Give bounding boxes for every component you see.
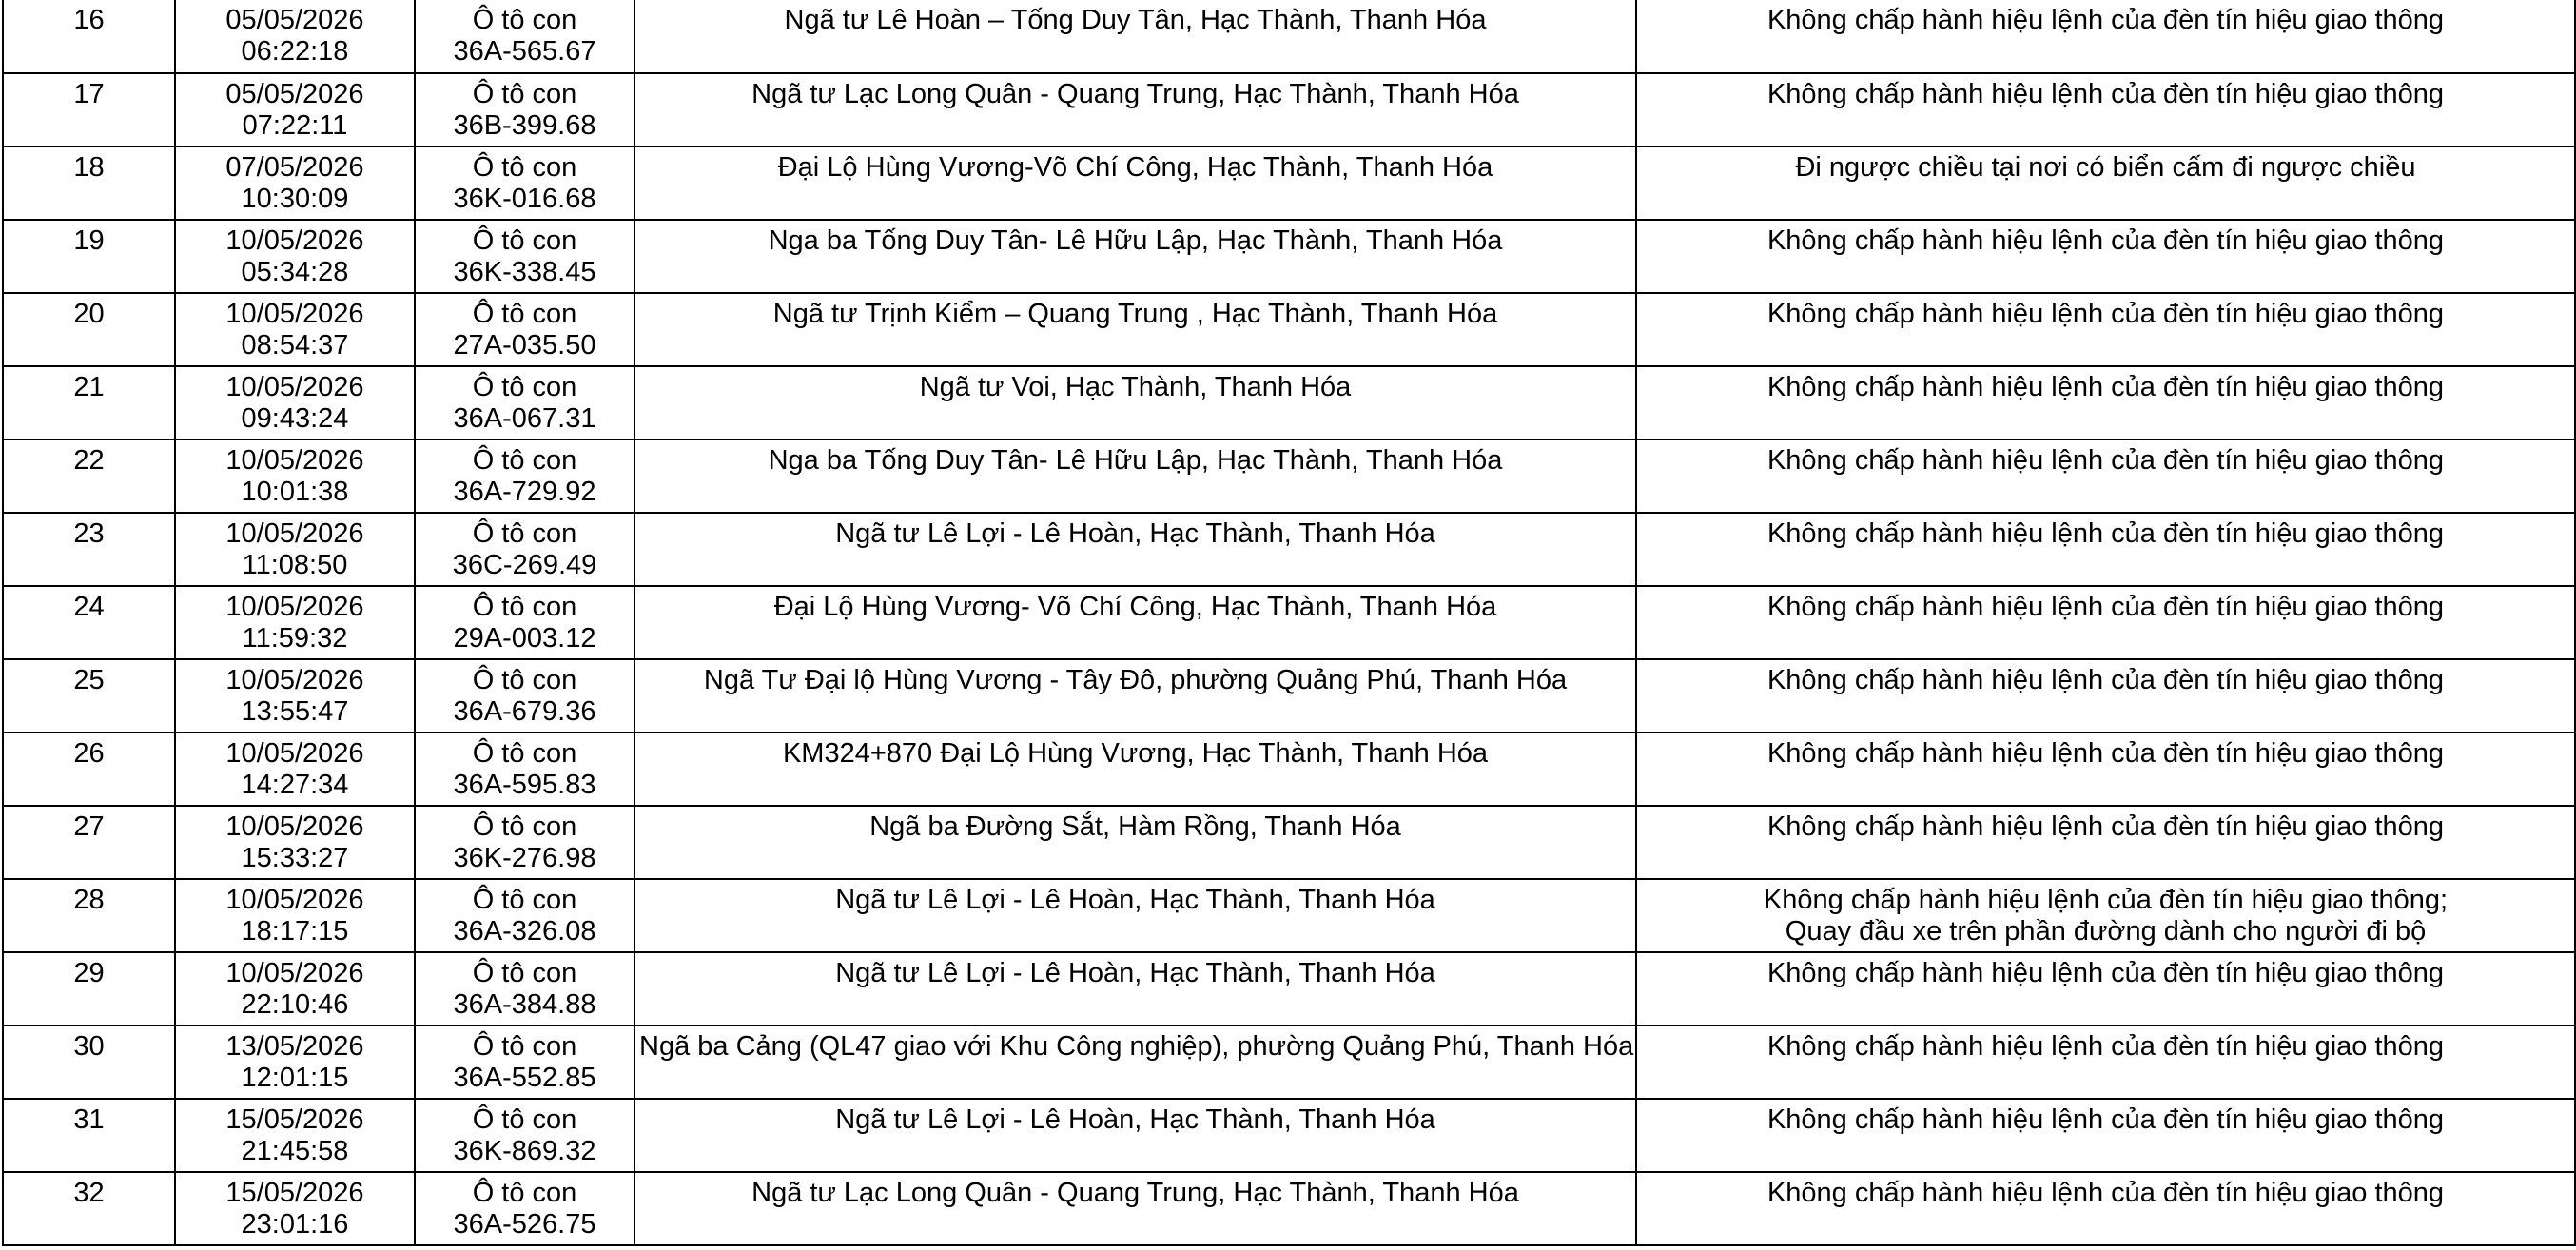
violation-location: Ngã tư Lê Lợi - Lê Hoàn, Hạc Thành, Thanh Hóa xyxy=(835,1104,1435,1135)
stt-cell xyxy=(3,0,175,73)
vehicle-cell xyxy=(415,293,634,366)
violation-time: 12:01:15 xyxy=(241,1063,349,1093)
violation-description: Không chấp hành hiệu lệnh của đèn tín hiệu giao thông xyxy=(1766,225,2445,256)
violation-time: 11:08:50 xyxy=(242,550,348,580)
datetime-cell xyxy=(175,73,415,146)
location-cell xyxy=(634,659,1636,732)
location-cell xyxy=(634,879,1636,952)
violation-description: Không chấp hành hiệu lệnh của đèn tín hiệu giao thông xyxy=(1766,5,2445,35)
violation-location: Ngã tư Lê Hoàn – Tống Duy Tân, Hạc Thành, Thanh Hóa xyxy=(784,5,1487,35)
violation-cell xyxy=(1636,806,2575,879)
stt-cell xyxy=(3,1025,175,1099)
violation-location: KM324+870 Đại Lộ Hùng Vương, Hạc Thành, Thanh Hóa xyxy=(782,738,1489,769)
violation-description: Không chấp hành hiệu lệnh của đèn tín hiệu giao thông xyxy=(1766,299,2445,329)
violation-date: 15/05/2026 xyxy=(225,1178,364,1208)
violation-location: Ngã tư Voi, Hạc Thành, Thanh Hóa xyxy=(919,372,1352,402)
stt-cell xyxy=(3,73,175,146)
location-cell xyxy=(634,439,1636,513)
vehicle-cell xyxy=(415,146,634,220)
row-number: 17 xyxy=(73,79,105,109)
violation-description: Không chấp hành hiệu lệnh của đèn tín hiệu giao thông xyxy=(1766,1104,2445,1135)
license-plate: 36A-729.92 xyxy=(453,477,596,507)
violation-date: 13/05/2026 xyxy=(225,1031,364,1062)
vehicle-type: Ô tô con xyxy=(472,1031,577,1062)
vehicle-cell xyxy=(415,659,634,732)
vehicle-type: Ô tô con xyxy=(472,225,577,256)
vehicle-cell xyxy=(415,513,634,586)
vehicle-cell xyxy=(415,0,634,73)
row-number: 30 xyxy=(73,1031,105,1062)
violation-time: 11:59:32 xyxy=(242,623,348,654)
license-plate: 36K-338.45 xyxy=(453,257,596,287)
location-cell xyxy=(634,952,1636,1025)
row-number: 27 xyxy=(73,811,105,842)
violation-time: 13:55:47 xyxy=(241,696,349,727)
vehicle-type: Ô tô con xyxy=(472,299,577,329)
violation-description: Không chấp hành hiệu lệnh của đèn tín hiệu giao thông xyxy=(1766,738,2445,769)
vehicle-type: Ô tô con xyxy=(472,811,577,842)
violation-date: 15/05/2026 xyxy=(225,1104,364,1135)
violation-time: 08:54:37 xyxy=(241,330,349,361)
stt-cell xyxy=(3,806,175,879)
datetime-cell xyxy=(175,439,415,513)
datetime-cell xyxy=(175,293,415,366)
location-cell xyxy=(634,1099,1636,1172)
license-plate: 29A-003.12 xyxy=(453,623,596,654)
row-number: 32 xyxy=(73,1178,105,1208)
violation-time: 06:22:18 xyxy=(241,36,349,67)
table-body xyxy=(3,0,2575,1245)
vehicle-type: Ô tô con xyxy=(472,1104,577,1135)
violation-time: 15:33:27 xyxy=(241,843,349,873)
violation-location: Đại Lộ Hùng Vương- Võ Chí Công, Hạc Thành, Thanh Hóa xyxy=(773,592,1497,622)
violation-cell xyxy=(1636,732,2575,806)
location-cell xyxy=(634,806,1636,879)
violation-location: Ngã ba Đường Sắt, Hàm Rồng, Thanh Hóa xyxy=(869,811,1401,842)
violation-description: Không chấp hành hiệu lệnh của đèn tín hiệu giao thông xyxy=(1766,79,2445,109)
violation-time: 18:17:15 xyxy=(241,916,349,947)
violation-location: Nga ba Tống Duy Tân- Lê Hữu Lập, Hạc Thành, Thanh Hóa xyxy=(768,445,1503,476)
violation-cell xyxy=(1636,659,2575,732)
violation-location: Ngã tư Lê Lợi - Lê Hoàn, Hạc Thành, Thanh Hóa xyxy=(835,518,1435,549)
violation-time: 10:30:09 xyxy=(241,184,349,214)
vehicle-type: Ô tô con xyxy=(472,152,577,183)
violation-cell xyxy=(1636,366,2575,439)
location-cell xyxy=(634,293,1636,366)
vehicle-type: Ô tô con xyxy=(472,885,577,915)
vehicle-cell xyxy=(415,952,634,1025)
violation-cell xyxy=(1636,1099,2575,1172)
violation-location: Ngã tư Lạc Long Quân - Quang Trung, Hạc Thành, Thanh Hóa xyxy=(751,1178,1519,1208)
datetime-cell xyxy=(175,366,415,439)
vehicle-type: Ô tô con xyxy=(472,5,577,35)
violation-time: 22:10:46 xyxy=(241,989,349,1020)
license-plate: 36A-595.83 xyxy=(453,770,596,800)
row-number: 16 xyxy=(73,5,105,35)
license-plate: 36K-016.68 xyxy=(453,184,596,214)
license-plate: 36K-869.32 xyxy=(453,1136,596,1166)
vehicle-type: Ô tô con xyxy=(472,445,577,476)
violation-date: 10/05/2026 xyxy=(225,445,364,476)
violation-description: Không chấp hành hiệu lệnh của đèn tín hiệu giao thông xyxy=(1766,518,2445,549)
violation-location: Ngã Tư Đại lộ Hùng Vương - Tây Đô, phường Quảng Phú, Thanh Hóa xyxy=(703,665,1568,695)
violation-description: Không chấp hành hiệu lệnh của đèn tín hiệu giao thông xyxy=(1766,665,2445,695)
vehicle-cell xyxy=(415,586,634,659)
violation-time: 10:01:38 xyxy=(241,477,349,507)
table-row xyxy=(3,439,2575,513)
violation-time: 21:45:58 xyxy=(241,1136,349,1166)
violation-date: 10/05/2026 xyxy=(225,811,364,842)
violation-cell xyxy=(1636,73,2575,146)
vehicle-type: Ô tô con xyxy=(472,372,577,402)
license-plate: 36A-384.88 xyxy=(453,989,596,1020)
stt-cell xyxy=(3,952,175,1025)
datetime-cell xyxy=(175,146,415,220)
violation-date: 10/05/2026 xyxy=(225,225,364,256)
license-plate: 36A-565.67 xyxy=(453,36,596,67)
violation-time: 09:43:24 xyxy=(241,403,349,434)
row-number: 28 xyxy=(73,885,105,915)
violation-description: Không chấp hành hiệu lệnh của đèn tín hiệu giao thông xyxy=(1766,1178,2445,1208)
violations-table xyxy=(2,0,2576,1246)
row-number: 25 xyxy=(73,665,105,695)
table-row xyxy=(3,73,2575,146)
table-row xyxy=(3,0,2575,73)
violation-date: 10/05/2026 xyxy=(225,738,364,769)
violation-location: Nga ba Tống Duy Tân- Lê Hữu Lập, Hạc Thành, Thanh Hóa xyxy=(768,225,1503,256)
license-plate: 36A-526.75 xyxy=(453,1209,596,1240)
table-row xyxy=(3,659,2575,732)
row-number: 20 xyxy=(73,299,105,329)
table-row xyxy=(3,293,2575,366)
table-row xyxy=(3,879,2575,952)
vehicle-cell xyxy=(415,806,634,879)
license-plate: 36A-326.08 xyxy=(453,916,596,947)
violation-cell xyxy=(1636,1025,2575,1099)
datetime-cell xyxy=(175,0,415,73)
location-cell xyxy=(634,220,1636,293)
vehicle-type: Ô tô con xyxy=(472,592,577,622)
stt-cell xyxy=(3,366,175,439)
datetime-cell xyxy=(175,1099,415,1172)
table-row xyxy=(3,1099,2575,1172)
stt-cell xyxy=(3,1172,175,1245)
datetime-cell xyxy=(175,513,415,586)
row-number: 31 xyxy=(73,1104,105,1135)
table-row xyxy=(3,806,2575,879)
violation-date: 10/05/2026 xyxy=(225,299,364,329)
violation-cell xyxy=(1636,0,2575,73)
location-cell xyxy=(634,586,1636,659)
row-number: 23 xyxy=(73,518,105,549)
row-number: 21 xyxy=(73,372,105,402)
vehicle-cell xyxy=(415,366,634,439)
violation-location: Ngã tư Lê Lợi - Lê Hoàn, Hạc Thành, Thanh Hóa xyxy=(835,885,1435,915)
violation-description: Đi ngược chiều tại nơi có biển cấm đi ngược chiều xyxy=(1795,152,2416,183)
table-row xyxy=(3,220,2575,293)
location-cell xyxy=(634,732,1636,806)
license-plate: 36A-067.31 xyxy=(453,403,596,434)
table-row xyxy=(3,513,2575,586)
violation-location: Ngã tư Trịnh Kiểm – Quang Trung , Hạc Thành, Thanh Hóa xyxy=(772,299,1498,329)
license-plate: 36A-552.85 xyxy=(453,1063,596,1093)
row-number: 19 xyxy=(73,225,105,256)
stt-cell xyxy=(3,439,175,513)
vehicle-cell xyxy=(415,220,634,293)
location-cell xyxy=(634,1025,1636,1099)
violation-description: Không chấp hành hiệu lệnh của đèn tín hiệu giao thông xyxy=(1766,372,2445,402)
vehicle-type: Ô tô con xyxy=(472,1178,577,1208)
vehicle-cell xyxy=(415,73,634,146)
violation-description: Không chấp hành hiệu lệnh của đèn tín hiệu giao thông xyxy=(1766,958,2445,988)
violation-cell xyxy=(1636,146,2575,220)
stt-cell xyxy=(3,1099,175,1172)
violation-cell xyxy=(1636,879,2575,952)
vehicle-cell xyxy=(415,879,634,952)
datetime-cell xyxy=(175,586,415,659)
violation-cell xyxy=(1636,293,2575,366)
violation-time: 07:22:11 xyxy=(242,110,348,141)
row-number: 24 xyxy=(73,592,105,622)
vehicle-cell xyxy=(415,1025,634,1099)
violation-cell xyxy=(1636,220,2575,293)
stt-cell xyxy=(3,732,175,806)
location-cell xyxy=(634,1172,1636,1245)
location-cell xyxy=(634,366,1636,439)
stt-cell xyxy=(3,293,175,366)
license-plate: 27A-035.50 xyxy=(453,330,596,361)
license-plate: 36A-679.36 xyxy=(453,696,596,727)
violation-date: 10/05/2026 xyxy=(225,885,364,915)
stt-cell xyxy=(3,659,175,732)
license-plate: 36C-269.49 xyxy=(452,550,597,580)
violation-date: 10/05/2026 xyxy=(225,958,364,988)
vehicle-cell xyxy=(415,439,634,513)
license-plate: 36B-399.68 xyxy=(453,110,596,141)
vehicle-type: Ô tô con xyxy=(472,738,577,769)
stt-cell xyxy=(3,146,175,220)
stt-cell xyxy=(3,220,175,293)
row-number: 29 xyxy=(73,958,105,988)
license-plate: 36K-276.98 xyxy=(453,843,596,873)
table-row xyxy=(3,586,2575,659)
location-cell xyxy=(634,513,1636,586)
violation-date: 10/05/2026 xyxy=(225,592,364,622)
violation-description: Không chấp hành hiệu lệnh của đèn tín hiệu giao thông; xyxy=(1763,885,2449,915)
violation-description: Quay đầu xe trên phần đường dành cho người đi bộ xyxy=(1785,916,2427,947)
violation-cell xyxy=(1636,586,2575,659)
datetime-cell xyxy=(175,1025,415,1099)
vehicle-type: Ô tô con xyxy=(472,79,577,109)
violation-description: Không chấp hành hiệu lệnh của đèn tín hiệu giao thông xyxy=(1766,1031,2445,1062)
datetime-cell xyxy=(175,952,415,1025)
vehicle-type: Ô tô con xyxy=(472,958,577,988)
location-cell xyxy=(634,146,1636,220)
table-row xyxy=(3,1025,2575,1099)
table-row xyxy=(3,1172,2575,1245)
location-cell xyxy=(634,73,1636,146)
vehicle-cell xyxy=(415,732,634,806)
violation-cell xyxy=(1636,513,2575,586)
violation-cell xyxy=(1636,439,2575,513)
violation-date: 10/05/2026 xyxy=(225,665,364,695)
violation-time: 05:34:28 xyxy=(241,257,349,287)
violation-date: 10/05/2026 xyxy=(225,372,364,402)
violation-date: 07/05/2026 xyxy=(225,152,364,183)
violation-location: Ngã tư Lạc Long Quân - Quang Trung, Hạc Thành, Thanh Hóa xyxy=(751,79,1519,109)
violation-description: Không chấp hành hiệu lệnh của đèn tín hiệu giao thông xyxy=(1766,592,2445,622)
violation-date: 05/05/2026 xyxy=(225,79,364,109)
vehicle-type: Ô tô con xyxy=(472,665,577,695)
table-row xyxy=(3,366,2575,439)
location-cell xyxy=(634,0,1636,73)
violation-cell xyxy=(1636,952,2575,1025)
vehicle-cell xyxy=(415,1172,634,1245)
datetime-cell xyxy=(175,732,415,806)
datetime-cell xyxy=(175,879,415,952)
violation-description: Không chấp hành hiệu lệnh của đèn tín hiệu giao thông xyxy=(1766,445,2445,476)
violation-location: Ngã ba Cảng (QL47 giao với Khu Công nghiệp), phường Quảng Phú, Thanh Hóa xyxy=(639,1031,1634,1062)
stt-cell xyxy=(3,879,175,952)
violation-location: Ngã tư Lê Lợi - Lê Hoàn, Hạc Thành, Thanh Hóa xyxy=(835,958,1435,988)
datetime-cell xyxy=(175,806,415,879)
row-number: 22 xyxy=(73,445,105,476)
vehicle-type: Ô tô con xyxy=(472,518,577,549)
row-number: 18 xyxy=(73,152,105,183)
violation-cell xyxy=(1636,1172,2575,1245)
vehicle-cell xyxy=(415,1099,634,1172)
violation-date: 10/05/2026 xyxy=(225,518,364,549)
violation-description: Không chấp hành hiệu lệnh của đèn tín hiệu giao thông xyxy=(1766,811,2445,842)
datetime-cell xyxy=(175,220,415,293)
violation-time: 23:01:16 xyxy=(241,1209,349,1240)
violation-date: 05/05/2026 xyxy=(225,5,364,35)
table-row xyxy=(3,952,2575,1025)
row-number: 26 xyxy=(73,738,105,769)
datetime-cell xyxy=(175,659,415,732)
table-row xyxy=(3,146,2575,220)
datetime-cell xyxy=(175,1172,415,1245)
violation-location: Đại Lộ Hùng Vương-Võ Chí Công, Hạc Thành, Thanh Hóa xyxy=(777,152,1493,183)
table-row xyxy=(3,732,2575,806)
stt-cell xyxy=(3,513,175,586)
violation-time: 14:27:34 xyxy=(241,770,349,800)
stt-cell xyxy=(3,586,175,659)
